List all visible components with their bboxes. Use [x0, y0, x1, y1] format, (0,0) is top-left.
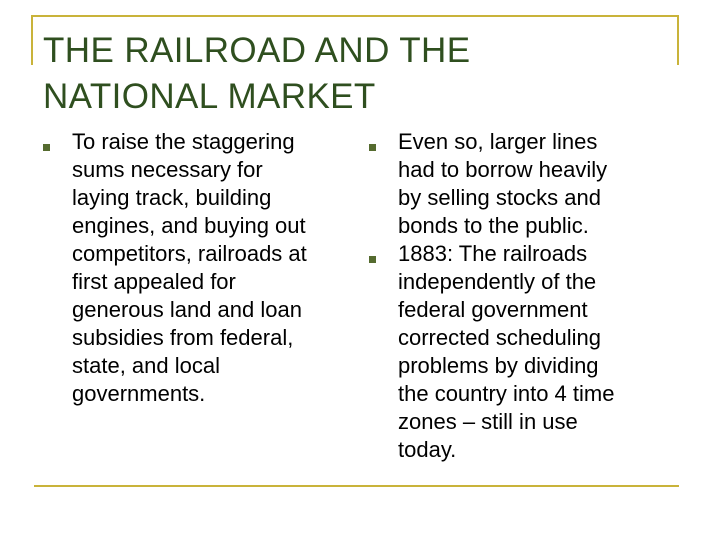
right-bullet-text: Even so, larger lines had to borrow heavily by selling stocks and bonds to the public.	[398, 129, 608, 238]
right-bullet-item	[362, 128, 662, 240]
left-bullet-text: To raise the staggering sums necessary for laying track, building engines, and buying out competitors, railroads at first appealed for generous land and loan subsidies from federal, state, and local governments.	[72, 129, 307, 406]
title-frame-top-line	[31, 15, 679, 17]
title-frame-right-line	[677, 15, 679, 65]
left-bullet-item	[36, 128, 366, 408]
bottom-rule	[34, 485, 679, 487]
left-column	[36, 128, 366, 408]
right-bullet-text: 1883: The railroads independently of the federal government corrected scheduling problems by dividing the country into 4 time zones – still in use today.	[398, 241, 615, 462]
square-bullet-icon	[369, 256, 376, 263]
square-bullet-icon	[369, 144, 376, 151]
title-frame-left-line	[31, 15, 33, 65]
slide-title: THE RAILROAD AND THE NATIONAL MARKET	[43, 31, 471, 116]
square-bullet-icon	[43, 144, 50, 151]
right-column	[362, 128, 662, 464]
right-bullet-item	[362, 240, 662, 464]
